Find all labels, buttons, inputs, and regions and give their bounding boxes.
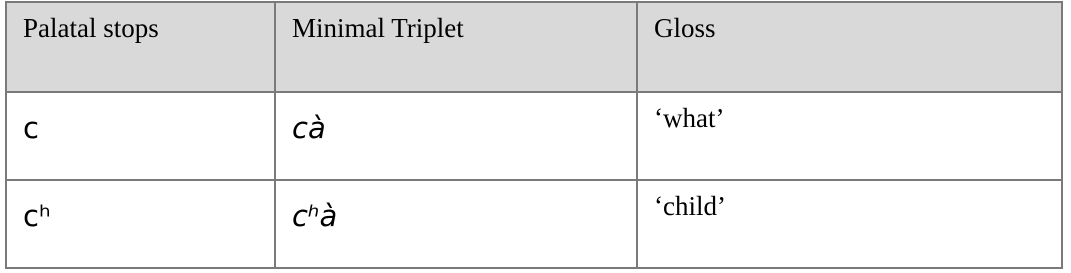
- table-row: [6, 92, 1062, 180]
- header-palatal-stops: Palatal stops: [6, 2, 275, 92]
- stop-cell: cʰ: [6, 180, 275, 268]
- header-minimal-triplet: Minimal Triplet: [275, 2, 637, 92]
- example-cell: cʰà: [275, 180, 637, 268]
- gloss-cell: ‘what’: [637, 92, 1062, 180]
- header-gloss: Gloss: [637, 2, 1062, 92]
- table-header-row: [6, 2, 1062, 92]
- table-row: [6, 180, 1062, 268]
- gloss-cell: ‘child’: [637, 180, 1062, 268]
- example-cell: cà: [275, 92, 637, 180]
- stop-cell: c: [6, 92, 275, 180]
- palatal-stops-table: [5, 1, 1063, 269]
